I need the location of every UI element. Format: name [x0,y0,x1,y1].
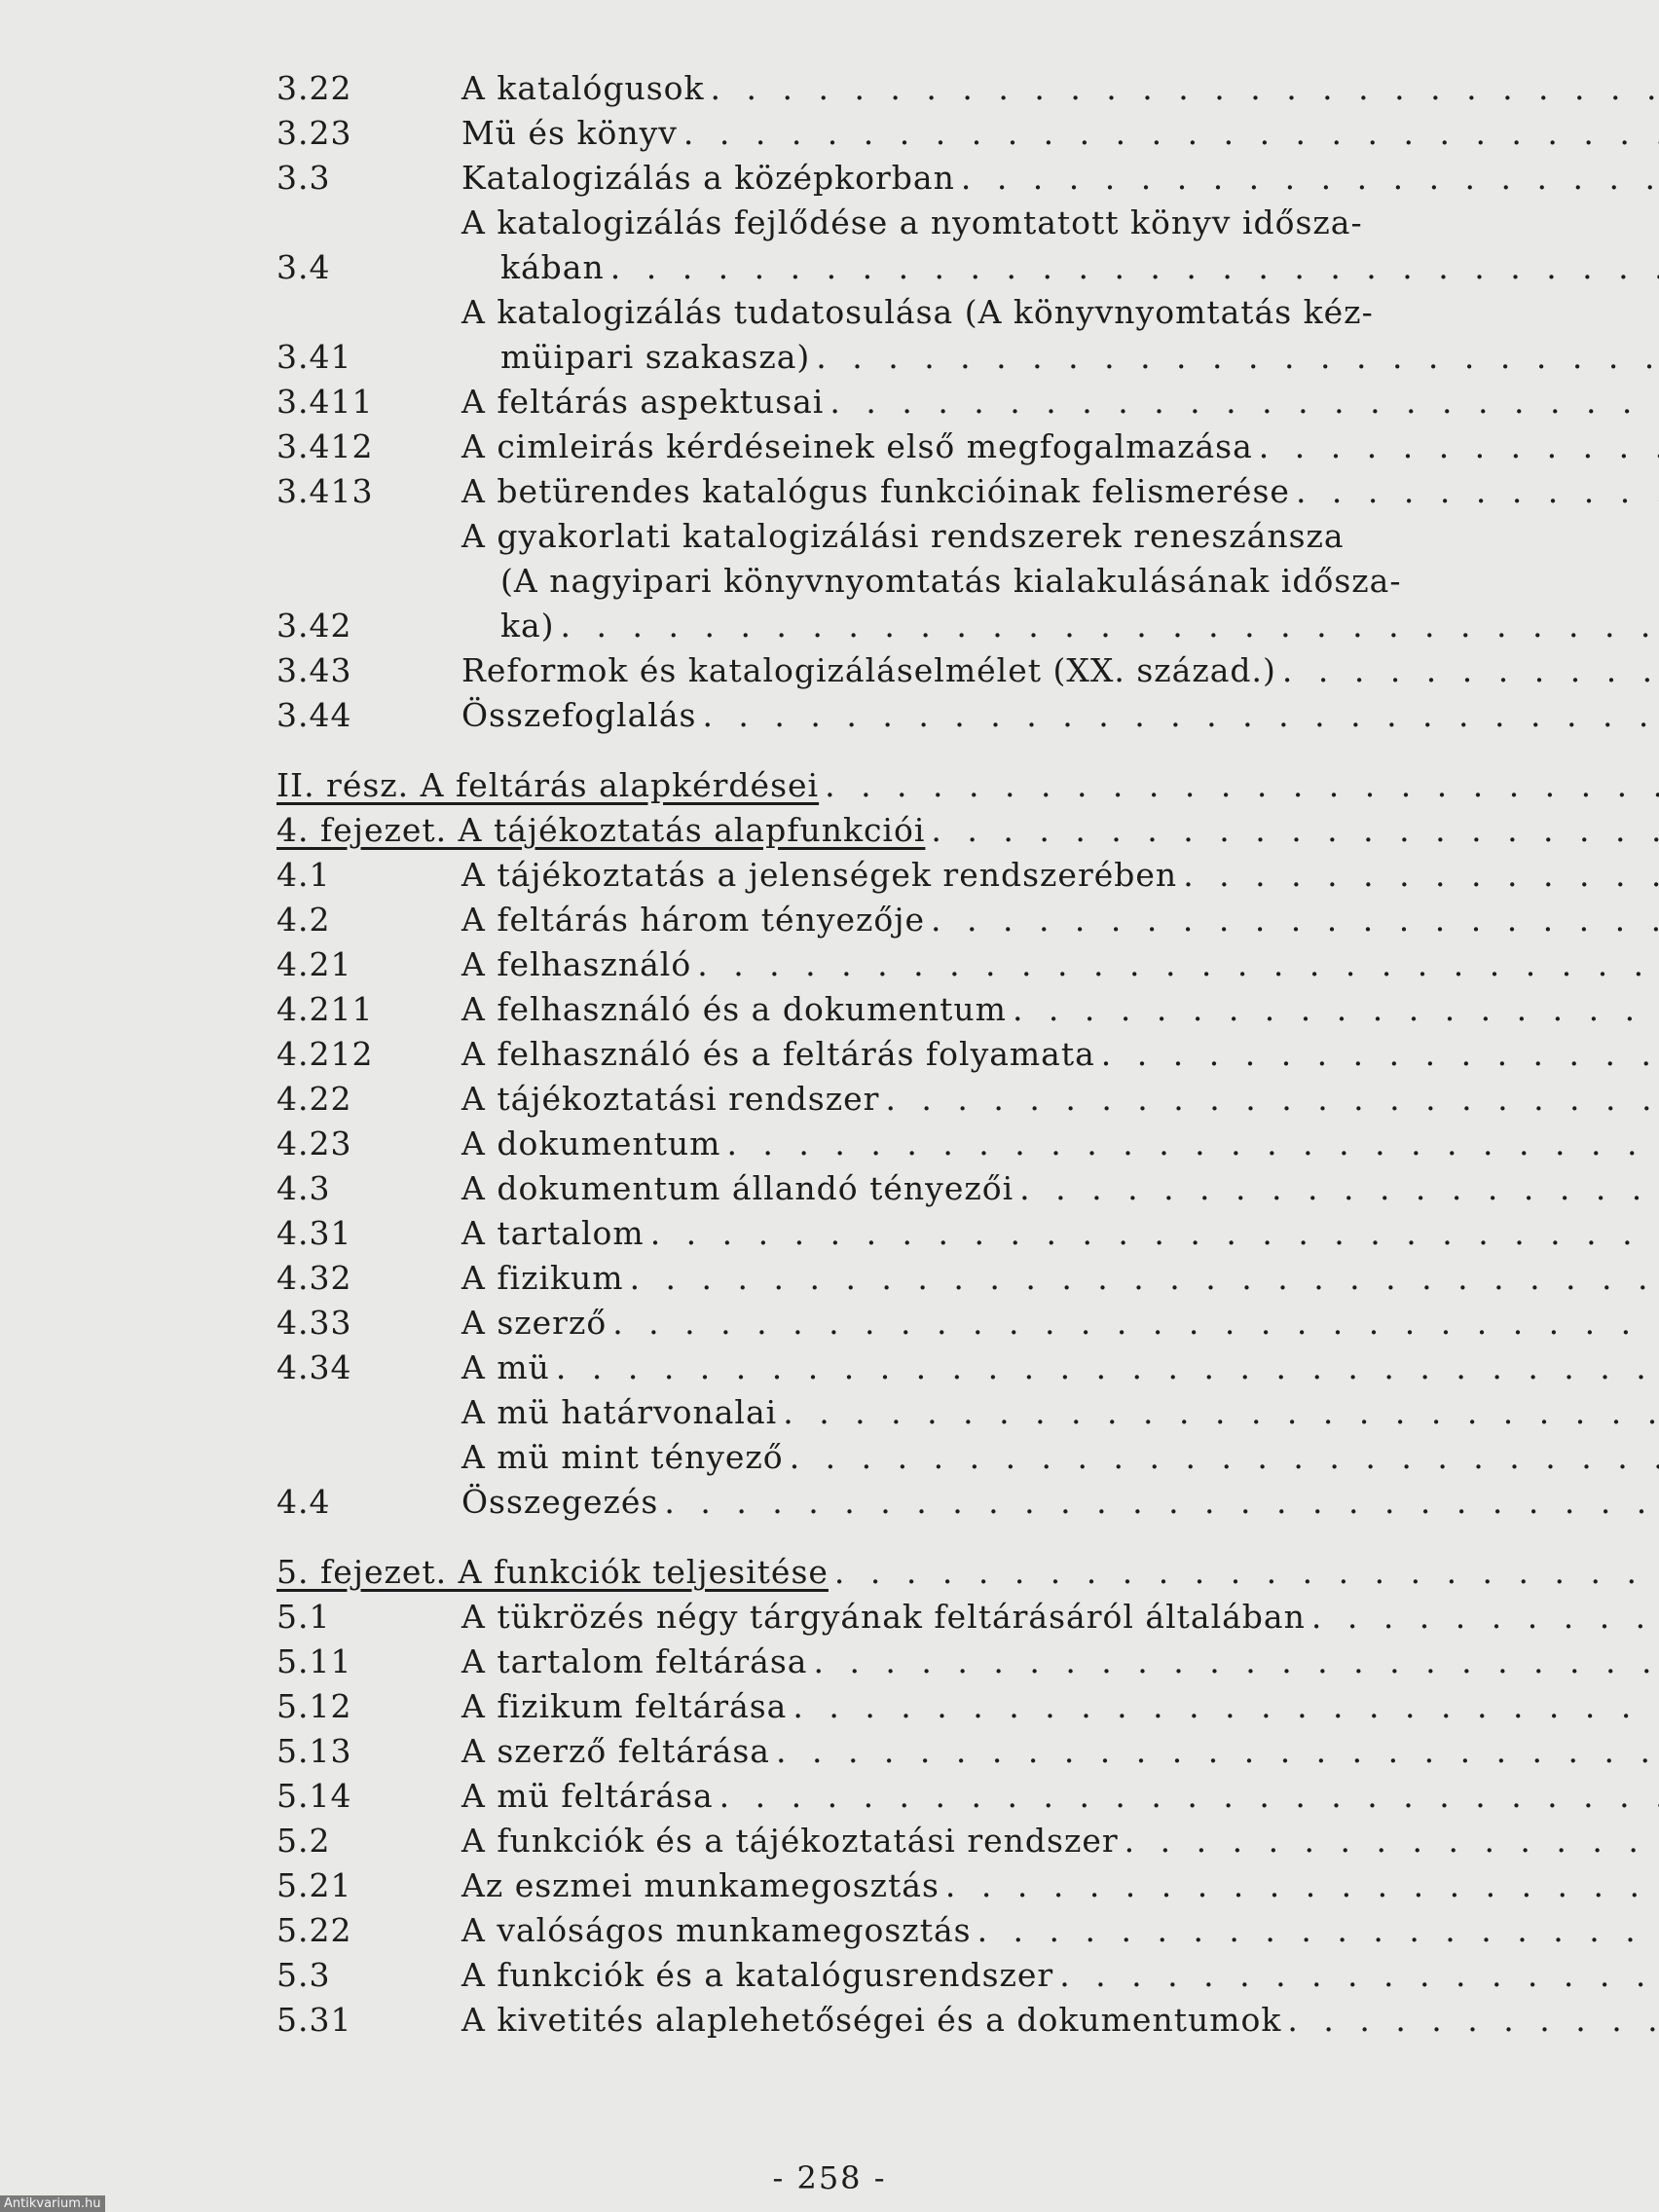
dot-leader [556,1346,1659,1390]
watermark: Antikvarium.hu [0,2195,105,2212]
entry-line [461,1595,1659,1640]
entry-line [461,942,1659,987]
dot-leader [825,763,1659,808]
entry-body [461,1122,1659,1166]
entry-number: 3.23 [276,114,352,152]
entry-line [461,111,1659,156]
entry-title: Összefoglalás [461,696,697,734]
entry-title: A fizikum [461,1259,624,1297]
entry-title: A katalogizálás fejlődése a nyomtatott könyv idősza- [461,203,1363,241]
entry-body [461,942,1659,987]
entry-number: 5.11 [276,1642,352,1680]
toc-entry [276,66,1542,111]
entry-line [276,808,1659,853]
entry-number: 4.211 [276,990,374,1028]
dot-leader [961,156,1659,201]
entry-title: A mü [461,1348,550,1386]
dot-leader [697,942,1659,987]
toc-entry [276,1301,1542,1346]
entry-title: A katalogizálás tudatosulása (A könyvnyomtatás kéz- [461,293,1374,331]
dot-leader [977,1908,1659,1953]
entry-line [461,1346,1659,1390]
entry-body [461,1998,1659,2043]
dot-leader [610,245,1659,290]
entry-title: A feltárás aspektusai [461,383,825,421]
toc-entry [276,424,1542,469]
dot-leader [650,1211,1659,1256]
section-gap [276,1525,1542,1550]
entry-title: A cimleirás kérdéseinek első megfogalmazása [461,427,1253,465]
page-number: - 258 - [772,2159,887,2196]
entry-number: 4.21 [276,945,352,983]
entry-body [461,1774,1659,1819]
entry-number: 5.3 [276,1956,331,1994]
entry-line [461,290,1659,335]
entry-title: A feltárás három tényezője [461,901,926,939]
dot-leader [1296,469,1659,514]
toc-entry [276,156,1542,201]
entry-body [461,1435,1659,1480]
toc-entry [276,1166,1542,1211]
entry-title: A katalógusok [461,69,705,107]
entry-body [461,111,1659,156]
dot-leader [719,1774,1659,1819]
table-of-contents [276,66,1542,2043]
entry-title: A gyakorlati katalogizálási rendszerek reneszánsza [461,517,1345,555]
entry-line [461,335,1659,380]
entry-line [461,898,1659,942]
toc-entry [276,987,1542,1032]
entry-line [461,1032,1659,1077]
entry-number: 4.22 [276,1080,352,1118]
dot-leader [1124,1819,1659,1863]
entry-title: A tájékoztatás a jelenségek rendszerében [461,856,1178,894]
entry-body [461,469,1659,514]
entry-title: Katalogizálás a középkorban [461,159,955,197]
dot-leader [1101,1032,1659,1077]
toc-entry [276,1953,1542,1998]
entry-number: 4.1 [276,856,331,894]
entry-line [461,156,1659,201]
entry-title: kában [500,248,605,286]
entry-body [276,763,1659,808]
entry-body [461,1819,1659,1863]
entry-number: 4.31 [276,1214,352,1252]
entry-line [461,1480,1659,1525]
toc-entry [276,942,1542,987]
dot-leader [1019,1166,1659,1211]
toc-entry [276,898,1542,942]
entry-line [461,604,1659,648]
entry-body [461,1211,1659,1256]
entry-line [461,1774,1659,1819]
entry-line [276,1550,1659,1595]
toc-entry [276,1032,1542,1077]
entry-line [461,1953,1659,1998]
entry-line [461,201,1659,245]
entry-title: A betürendes katalógus funkcióinak felismerése [461,472,1290,510]
entry-number: 3.41 [276,338,352,376]
toc-entry [276,380,1542,424]
dot-leader [1183,853,1659,898]
entry-line [461,1908,1659,1953]
entry-body [461,1595,1659,1640]
entry-line [461,1729,1659,1774]
toc-entry [276,693,1542,738]
entry-line [461,1640,1659,1684]
toc-entry [276,1211,1542,1256]
heading-title: II. rész. A feltárás alapkérdései [276,766,820,804]
entry-body [461,1908,1659,1953]
entry-title: A felhasználó [461,945,692,983]
toc-entry [276,1998,1542,2043]
entry-number: 5.21 [276,1866,352,1904]
toc-entry [276,1774,1542,1819]
entry-body [461,290,1659,380]
entry-number: 3.42 [276,607,352,645]
entry-body [461,898,1659,942]
entry-body [461,66,1659,111]
toc-heading [276,763,1542,808]
entry-number: 3.44 [276,696,352,734]
entry-number: 5.1 [276,1598,331,1636]
toc-entry [276,648,1542,693]
dot-leader [834,1550,1659,1595]
entry-number: 5.2 [276,1822,331,1860]
toc-heading [276,1550,1542,1595]
entry-line [461,424,1659,469]
toc-entry [276,1256,1542,1301]
entry-line [461,1998,1659,2043]
entry-body [461,693,1659,738]
entry-title: A mü mint tényező [461,1438,784,1476]
entry-body [461,987,1659,1032]
entry-body [461,1863,1659,1908]
dot-leader [702,693,1659,738]
entry-title: Reformok és katalogizáláselmélet (XX. század.) [461,651,1276,689]
entry-title: A funkciók és a katalógusrendszer [461,1956,1054,1994]
dot-leader [1059,1953,1659,1998]
entry-line [461,1077,1659,1122]
dot-leader [1287,1998,1659,2043]
entry-title: A valóságos munkamegosztás [461,1911,972,1949]
entry-title: Összegezés [461,1483,659,1521]
toc-entry [276,1390,1542,1435]
dot-leader [776,1729,1659,1774]
entry-body [461,424,1659,469]
entry-number: 5.12 [276,1687,352,1725]
entry-line [461,1256,1659,1301]
entry-title: A kivetités alaplehetőségei és a dokumentumok [461,2001,1282,2039]
entry-body [461,1256,1659,1301]
entry-number: 3.4 [276,248,331,286]
entry-title: ka) [500,607,555,645]
entry-body [461,1684,1659,1729]
toc-entry [276,1908,1542,1953]
entry-line [461,514,1659,559]
dot-leader [931,898,1659,942]
dot-leader [793,1684,1659,1729]
entry-body [461,1729,1659,1774]
entry-line [461,1166,1659,1211]
toc-entry [276,1640,1542,1684]
entry-body [461,1346,1659,1390]
entry-body [461,201,1659,290]
entry-line [461,245,1659,290]
entry-line [461,469,1659,514]
entry-number: 3.413 [276,472,374,510]
dot-leader [1311,1595,1659,1640]
entry-body [461,1166,1659,1211]
toc-entry [276,1819,1542,1863]
entry-number: 4.4 [276,1483,331,1521]
dot-leader [885,1077,1659,1122]
entry-title: A szerző [461,1304,608,1342]
entry-line [461,1863,1659,1908]
dot-leader [830,380,1659,424]
entry-title: A mü határvonalai [461,1393,778,1431]
dot-leader [630,1256,1659,1301]
toc-entry [276,853,1542,898]
entry-body [461,853,1659,898]
entry-line [461,1301,1659,1346]
toc-entry [276,1595,1542,1640]
entry-title: A dokumentum állandó tényezői [461,1169,1014,1207]
entry-title: A tartalom feltárása [461,1642,808,1680]
entry-title: A szerző feltárása [461,1732,770,1770]
entry-line [276,763,1659,808]
toc-entry [276,1480,1542,1525]
entry-number: 4.34 [276,1348,352,1386]
entry-number: 4.3 [276,1169,331,1207]
entry-line [461,693,1659,738]
entry-title: (A nagyipari könyvnyomtatás kialakulásának idősza- [500,562,1402,600]
entry-number: 5.14 [276,1777,352,1815]
toc-entry [276,1684,1542,1729]
entry-body [461,1032,1659,1077]
toc-heading [276,808,1542,853]
entry-line [461,1211,1659,1256]
entry-body [461,156,1659,201]
entry-title: A tájékoztatási rendszer [461,1080,880,1118]
entry-line [461,648,1659,693]
entry-body [461,1077,1659,1122]
entry-body [461,1953,1659,1998]
entry-title: A felhasználó és a dokumentum [461,990,1007,1028]
entry-title: A funkciók és a tájékoztatási rendszer [461,1822,1119,1860]
entry-number: 4.32 [276,1259,352,1297]
dot-leader [561,604,1659,648]
entry-title: A tartalom [461,1214,645,1252]
entry-title: Az eszmei munkamegosztás [461,1866,940,1904]
dot-leader [790,1435,1659,1480]
dot-leader [813,1640,1659,1684]
section-gap [276,738,1542,763]
entry-line [461,1435,1659,1480]
entry-title: A felhasználó és a feltárás folyamata [461,1035,1095,1073]
toc-entry [276,1729,1542,1774]
entry-line [461,1122,1659,1166]
entry-body [461,1301,1659,1346]
entry-title: A fizikum feltárása [461,1687,788,1725]
entry-body [461,1480,1659,1525]
entry-title: A dokumentum [461,1124,721,1162]
dot-leader [783,1390,1659,1435]
entry-body [461,648,1659,693]
entry-title: A tükrözés négy tárgyának feltárásáról általában [461,1598,1306,1636]
entry-line [461,559,1659,604]
toc-entry [276,469,1542,514]
entry-line [461,380,1659,424]
entry-number: 4.33 [276,1304,352,1342]
toc-entry [276,1122,1542,1166]
entry-body [276,808,1659,853]
entry-line [461,987,1659,1032]
dot-leader [816,335,1659,380]
heading-title: 5. fejezet. A funkciók teljesitése [276,1553,829,1591]
entry-number: 3.411 [276,383,374,421]
entry-line [461,853,1659,898]
toc-entry [276,1435,1542,1480]
entry-body [276,1550,1659,1595]
toc-entry [276,1077,1542,1122]
toc-entry [276,290,1542,380]
entry-body [461,514,1659,648]
entry-line [461,66,1659,111]
entry-body [461,1390,1659,1435]
entry-number: 4.212 [276,1035,374,1073]
toc-entry [276,514,1542,648]
entry-number: 3.22 [276,69,352,107]
dot-leader [945,1863,1659,1908]
entry-number: 5.31 [276,2001,352,2039]
entry-body [461,380,1659,424]
entry-number: 3.43 [276,651,352,689]
entry-title: Mü és könyv [461,114,678,152]
entry-number: 5.13 [276,1732,352,1770]
dot-leader [664,1480,1659,1525]
entry-line [461,1390,1659,1435]
dot-leader [931,808,1659,853]
entry-line [461,1684,1659,1729]
dot-leader [612,1301,1659,1346]
dot-leader [683,111,1659,156]
toc-entry [276,1863,1542,1908]
entry-number: 3.3 [276,159,331,197]
dot-leader [711,66,1659,111]
entry-title: müipari szakasza) [500,338,811,376]
toc-entry [276,111,1542,156]
entry-line [461,1819,1659,1863]
entry-title: A mü feltárása [461,1777,714,1815]
entry-number: 4.2 [276,901,331,939]
toc-entry [276,1346,1542,1390]
toc-entry [276,201,1542,290]
dot-leader [1282,648,1659,693]
heading-title: 4. fejezet. A tájékoztatás alapfunkciói [276,811,926,849]
entry-number: 4.23 [276,1124,352,1162]
entry-number: 3.412 [276,427,374,465]
entry-number: 5.22 [276,1911,352,1949]
dot-leader [1259,424,1659,469]
dot-leader [726,1122,1659,1166]
dot-leader [1013,987,1659,1032]
entry-body [461,1640,1659,1684]
